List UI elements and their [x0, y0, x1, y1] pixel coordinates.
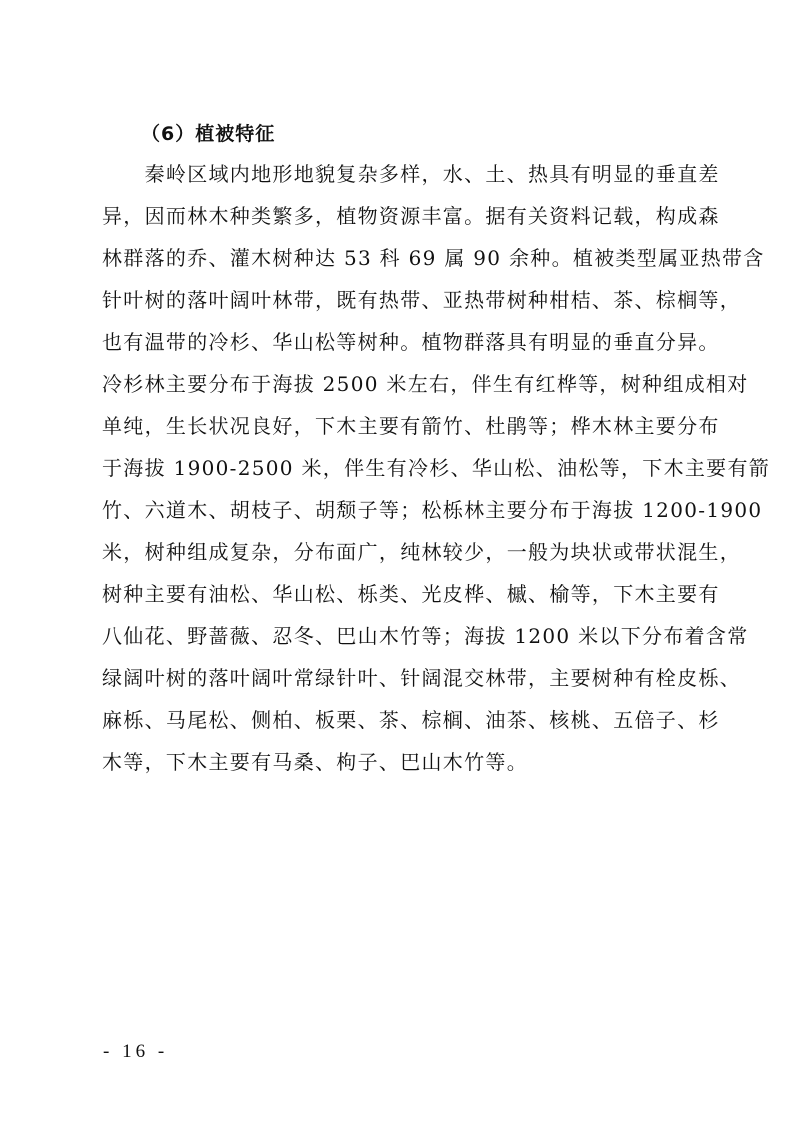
- paragraph-line: 林群落的乔、灌木树种达 53 科 69 属 90 余种。植被类型属亚热带含: [102, 246, 765, 270]
- paragraph-line: 竹、六道木、胡枝子、胡颓子等；松栎林主要分布于海拔 1200-1900: [102, 498, 763, 522]
- paragraph-line: 八仙花、野蔷薇、忍冬、巴山木竹等；海拔 1200 米以下分布着含常: [102, 624, 749, 648]
- paragraph-line: 绿阔叶树的落叶阔叶常绿针叶、针阔混交林带，主要树种有栓皮栎、: [102, 666, 741, 690]
- paragraph-line: 麻栎、马尾松、侧柏、板栗、茶、棕榈、油茶、核桃、五倍子、杉: [102, 708, 720, 732]
- paragraph-line: 米，树种组成复杂，分布面广，纯林较少，一般为块状或带状混生，: [102, 540, 741, 564]
- paragraph-line: 针叶树的落叶阔叶林带，既有热带、亚热带树种柑桔、茶、棕榈等，: [102, 288, 741, 312]
- page-number: - 16 -: [103, 1041, 169, 1062]
- paragraph-line: 树种主要有油松、华山松、栎类、光皮桦、槭、榆等，下木主要有: [102, 582, 720, 606]
- paragraph-line: 木等，下木主要有马桑、枸子、巴山木竹等。: [102, 750, 528, 774]
- paragraph-line: 单纯，生长状况良好，下木主要有箭竹、杜鹃等；桦木林主要分布: [102, 414, 720, 438]
- paragraph-line: 异，因而林木种类繁多，植物资源丰富。据有关资料记载，构成森: [102, 204, 720, 228]
- paragraph-line: 也有温带的冷杉、华山松等树种。植物群落具有明显的垂直分异。: [102, 330, 720, 354]
- section-heading: （6）植被特征: [141, 123, 276, 145]
- paragraph-line: 于海拔 1900-2500 米，伴生有冷杉、华山松、油松等，下木主要有箭: [102, 456, 771, 480]
- paragraph-line: 秦岭区域内地形地貌复杂多样，水、土、热具有明显的垂直差: [102, 162, 720, 186]
- paragraph-line: 冷杉林主要分布于海拔 2500 米左右，伴生有红桦等，树种组成相对: [102, 372, 749, 396]
